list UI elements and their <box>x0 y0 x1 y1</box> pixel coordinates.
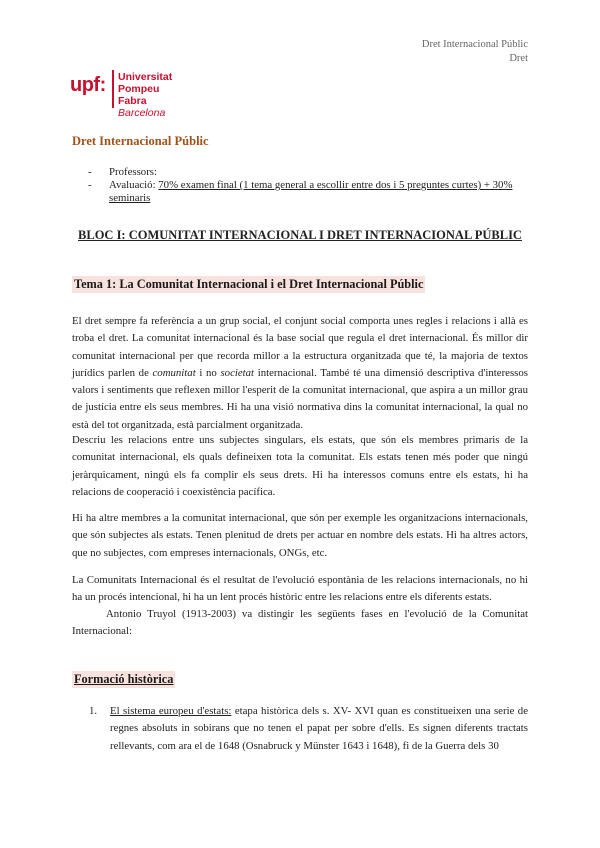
logo-divider <box>112 70 114 108</box>
list-item-text: etapa històrica dels s. XV- XVI quan es constitueixen una serie de regnes absoluts in sobirans que no tenen el papat per sobre d'ells. Es signen diferents tractats rellevants, com ara el de 1648 (Osnabruck y Münster 1643 i 1648), fi de la Guerra dels 30 <box>110 705 528 752</box>
list-item: - Avaluació: 70% examen final (1 tema general a escollir entre dos i 5 preguntes curtes) + 30% seminaris <box>88 179 513 204</box>
course-info-list <box>72 166 532 205</box>
upf-logo-mark: upf: <box>70 74 106 96</box>
list-item-label: El sistema europeu d'estats: <box>110 705 232 717</box>
evaluation-text: 70% examen final (1 tema general a escollir entre dos i 5 preguntes curtes) + 30% seminaris <box>109 179 513 204</box>
header-subject: Dret <box>509 53 528 64</box>
section-heading: Formació històrica <box>74 672 174 686</box>
university-name: Universitat Pompeu Fabra Barcelona <box>118 71 173 119</box>
upf-logo <box>70 70 190 119</box>
list-number: 1. <box>89 705 98 717</box>
list-item: - Professors: <box>88 166 157 178</box>
paragraph: Antonio Truyol (1913-2003) va distingir les següents fases en l'evolució de la Comunitat Internacional: <box>72 608 528 638</box>
block-heading: BLOC I: COMUNITAT INTERNACIONAL I DRET INTERNACIONAL PÚBLIC <box>78 228 522 242</box>
paragraph: El dret sempre fa referència a un grup social, el conjunt social comporta unes regles i relacions i allà es troba el dret. La comunitat internacional és la base social que regula el dret internacional. És millor dir comunitat internacional per que recorda millor a la estructura organitzada que té, la majoria de textos jurídics parlen de comunitat i no societat internacional. També té una dimensió descriptiva d'interessos valors i sentiments que reflexen millor l'esperit de la comunitat internacional, que aspira a un millor grau de justícia entre els seus membres. Hi ha una visió normativa dins la comunitat internacional, la qual no està del tot organitzada, està parcialment organitzada. <box>72 315 528 431</box>
paragraph: Hi ha altre membres a la comunitat internacional, que són per exemple les organitzacions internacionals, que són subjectes als estats. Tenen plenitud de drets per actuar en nombre dels estats. Hi ha altres actors, que no subjectes, com empreses internacionals, ONGs, etc. <box>72 512 528 559</box>
header-course: Dret Internacional Públic <box>421 39 528 50</box>
professors-label: Professors: <box>109 166 157 178</box>
topic-heading: Tema 1: La Comunitat Internacional i el Dret Internacional Públic <box>74 277 424 291</box>
numbered-list-item <box>72 703 528 755</box>
document-title: Dret Internacional Públic <box>72 134 209 148</box>
paragraph: Descriu les relacions entre uns subjectes singulars, els estats, que són els membres primaris de la comunitat internacional, els quals defineixen tota la comunitat. Els estats tenen més poder que ningú jeràrquicament, ningú els fa complir els seus drets. Hi ha interessos comuns entre els estats, hi ha relacions de cooperació i coexistència pacífica. <box>72 434 528 498</box>
paragraph: La Comunitats Internacional és el resultat de l'evolució espontània de les relacions internacionals, no hi ha un procés intencional, hi ha un lent procés històric entre les relacions entre els diferents estats. <box>72 574 528 604</box>
running-header <box>422 38 528 66</box>
evaluation-label: Avaluació: <box>109 179 156 191</box>
